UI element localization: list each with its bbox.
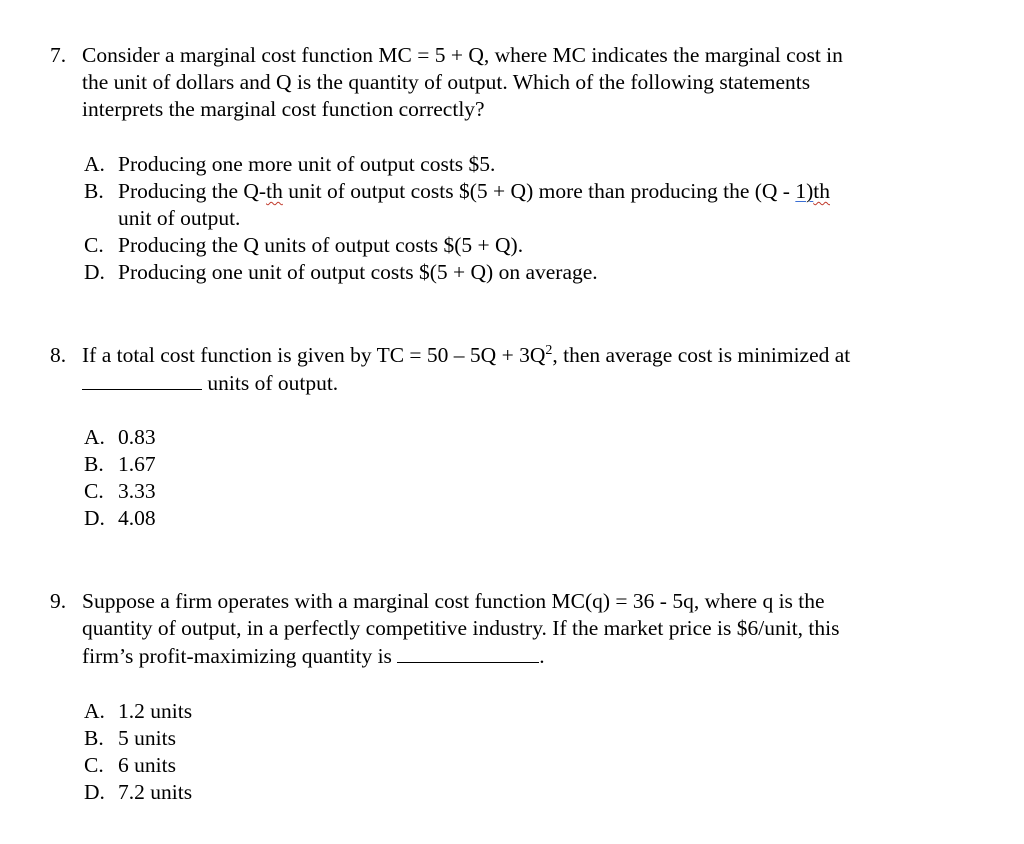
question-stem <box>82 588 982 669</box>
question-stem <box>82 342 982 396</box>
choices-9 <box>84 698 944 806</box>
choice-letter: A. <box>84 152 105 176</box>
choice-a[interactable] <box>84 698 944 725</box>
choice-d[interactable] <box>84 259 944 286</box>
choices-7 <box>84 151 944 286</box>
choice-text: 1.2 units <box>118 699 193 723</box>
question-number: 8. <box>50 343 67 367</box>
spellcheck-word: th <box>266 179 283 203</box>
choice-d[interactable] <box>84 505 944 532</box>
choice-d[interactable] <box>84 779 944 806</box>
choice-letter: C. <box>84 753 104 777</box>
choice-text: Producing the Q-th unit of output costs $(5 + Q) more than producing the (Q - 1)th <box>118 179 830 203</box>
choice-letter: D. <box>84 780 105 804</box>
choice-b[interactable] <box>84 725 944 752</box>
choice-text-cont: unit of output. <box>118 206 241 230</box>
choice-text: Producing one more unit of output costs $5. <box>118 152 496 176</box>
choice-text: 6 units <box>118 753 176 777</box>
stem-line: Consider a marginal cost function MC = 5 + Q, where MC indicates the marginal cost in <box>82 43 843 67</box>
choice-text: 4.08 <box>118 506 156 530</box>
choice-letter: B. <box>84 452 104 476</box>
choice-text: 3.33 <box>118 479 156 503</box>
stem-line: units of output. <box>82 369 982 396</box>
choice-c[interactable] <box>84 752 944 779</box>
stem-line: interprets the marginal cost function correctly? <box>82 97 485 121</box>
choice-letter: A. <box>84 425 105 449</box>
choice-b[interactable] <box>84 178 944 232</box>
choice-c[interactable] <box>84 478 944 505</box>
choice-text: Producing the Q units of output costs $(5 + Q). <box>118 233 524 257</box>
stem-line: If a total cost function is given by TC = $50 - 5Q + 3Q^2$, then average cost is minimized at <box>82 342 851 367</box>
choices-8 <box>84 424 944 532</box>
spellcheck-word: th <box>813 179 830 203</box>
choice-text: 1.67 <box>118 452 156 476</box>
question-stem <box>82 42 982 123</box>
choice-letter: C. <box>84 479 104 503</box>
choice-letter: A. <box>84 699 105 723</box>
choice-letter: D. <box>84 260 105 284</box>
answer-blank <box>82 369 202 390</box>
choice-a[interactable] <box>84 151 944 178</box>
choice-text: 5 units <box>118 726 176 750</box>
stem-line: Suppose a firm operates with a marginal cost function MC(q) = 36 - 5q, where q is the <box>82 589 825 613</box>
choice-letter: B. <box>84 179 104 203</box>
question-number: 7. <box>50 43 67 67</box>
choice-letter: C. <box>84 233 104 257</box>
stem-line: the unit of dollars and Q is the quantity of output. Which of the following statements <box>82 70 811 94</box>
grammar-mark: 1) <box>795 179 814 203</box>
choice-b[interactable] <box>84 451 944 478</box>
choice-text: 7.2 units <box>118 780 193 804</box>
choice-letter: B. <box>84 726 104 750</box>
question-number: 9. <box>50 589 67 613</box>
stem-line: firm’s profit-maximizing quantity is . <box>82 644 545 668</box>
answer-blank <box>397 642 539 663</box>
choice-a[interactable] <box>84 424 944 451</box>
choice-text: Producing one unit of output costs $(5 + Q) on average. <box>118 260 598 284</box>
choice-letter: D. <box>84 506 105 530</box>
stem-line: quantity of output, in a perfectly competitive industry. If the market price is $6/unit, this <box>82 616 840 640</box>
choice-c[interactable] <box>84 232 944 259</box>
choice-text: 0.83 <box>118 425 156 449</box>
